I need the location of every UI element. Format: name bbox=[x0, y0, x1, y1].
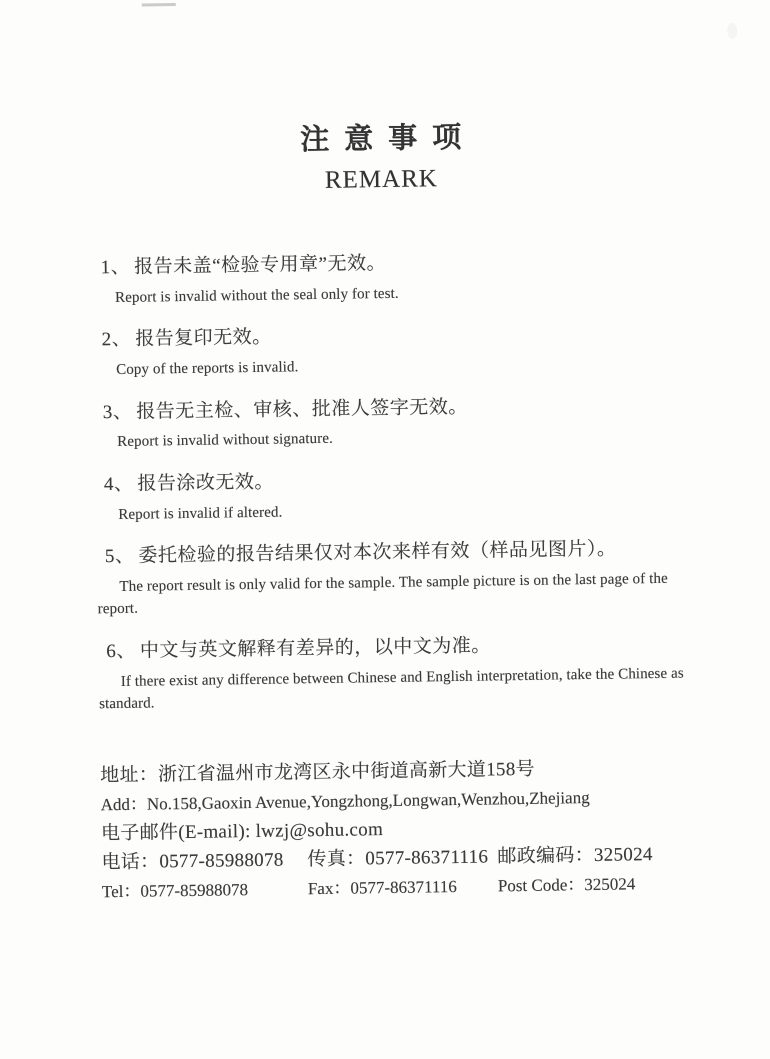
remark-item-chinese bbox=[97, 536, 692, 569]
remark-item-chinese-text: 报告无主检、审核、批准人签字无效。 bbox=[136, 396, 468, 423]
remark-item-chinese bbox=[94, 320, 689, 353]
remark-item-number: 5、 bbox=[104, 545, 135, 568]
remark-item-chinese bbox=[92, 247, 687, 280]
page-header bbox=[0, 0, 767, 200]
address-chinese: 地址：浙江省温州市龙湾区永中街道高新大道158号 bbox=[100, 758, 535, 786]
contact-block bbox=[100, 752, 717, 906]
remark-item-number: 2、 bbox=[101, 329, 132, 351]
remark-item-number: 3、 bbox=[102, 401, 133, 423]
remark-item-chinese-text: 委托检验的报告结果仅对本次来样有效（样品见图片）。 bbox=[138, 538, 617, 567]
remark-item-number: 1、 bbox=[100, 256, 131, 279]
phone-chinese: 电话：0577-85988078 bbox=[101, 849, 284, 873]
remark-item-2 bbox=[94, 320, 690, 382]
postcode-chinese: 邮政编码：325024 bbox=[497, 843, 653, 867]
scan-artifact bbox=[142, 3, 176, 7]
remark-item-chinese bbox=[95, 392, 690, 425]
remark-item-6 bbox=[98, 631, 694, 716]
remark-item-number: 6、 bbox=[106, 640, 137, 662]
postcode-english: Post Code：325024 bbox=[497, 873, 636, 895]
address-english: Add：No.158,Gaoxin Avenue,Yongzhong,Longwan,Wenzhou,Zhejiang bbox=[100, 787, 590, 814]
remark-item-chinese bbox=[96, 464, 691, 497]
remark-item-english: If there exist any difference between Chinese and English interpretation, take the Chinese as standard. bbox=[99, 665, 684, 713]
remark-item-english: Copy of the reports is invalid. bbox=[116, 359, 299, 378]
remark-item-english: The report result is only valid for the sample. The sample picture is on the last page of the report. bbox=[97, 570, 668, 618]
remark-item-chinese-text: 报告涂改无效。 bbox=[137, 471, 275, 495]
remark-item-number: 4、 bbox=[103, 473, 134, 495]
remark-item-chinese-text: 中文与英文解释有差异的，以中文为准。 bbox=[139, 635, 491, 662]
remark-item-chinese-text: 报告复印无效。 bbox=[135, 326, 272, 350]
remark-item-english: Report is invalid without signature. bbox=[117, 431, 334, 451]
remark-list bbox=[92, 247, 694, 715]
fax-english: Fax：0577-86371116 bbox=[307, 876, 457, 898]
remark-item-5 bbox=[97, 536, 693, 621]
email-line: 电子邮件(E-mail): lwzj@sohu.com bbox=[100, 818, 384, 844]
remark-item-3 bbox=[95, 392, 691, 454]
remark-item-4 bbox=[96, 464, 692, 526]
remark-item-chinese-text: 报告未盖“检验专用章”无效。 bbox=[134, 252, 387, 278]
scan-artifact bbox=[727, 23, 737, 39]
page-title-english: REMARK bbox=[324, 165, 439, 194]
remark-item-english: Report is invalid if altered. bbox=[118, 504, 283, 523]
remark-item-chinese bbox=[98, 631, 693, 664]
remark-item-1 bbox=[92, 247, 688, 309]
remark-item-english: Report is invalid without the seal only for test. bbox=[114, 285, 399, 306]
fax-chinese: 传真：0577-86371116 bbox=[307, 846, 489, 870]
page-title-chinese: 注意事项 bbox=[300, 121, 477, 157]
phone-english: Tel：0577-85988078 bbox=[101, 879, 249, 901]
